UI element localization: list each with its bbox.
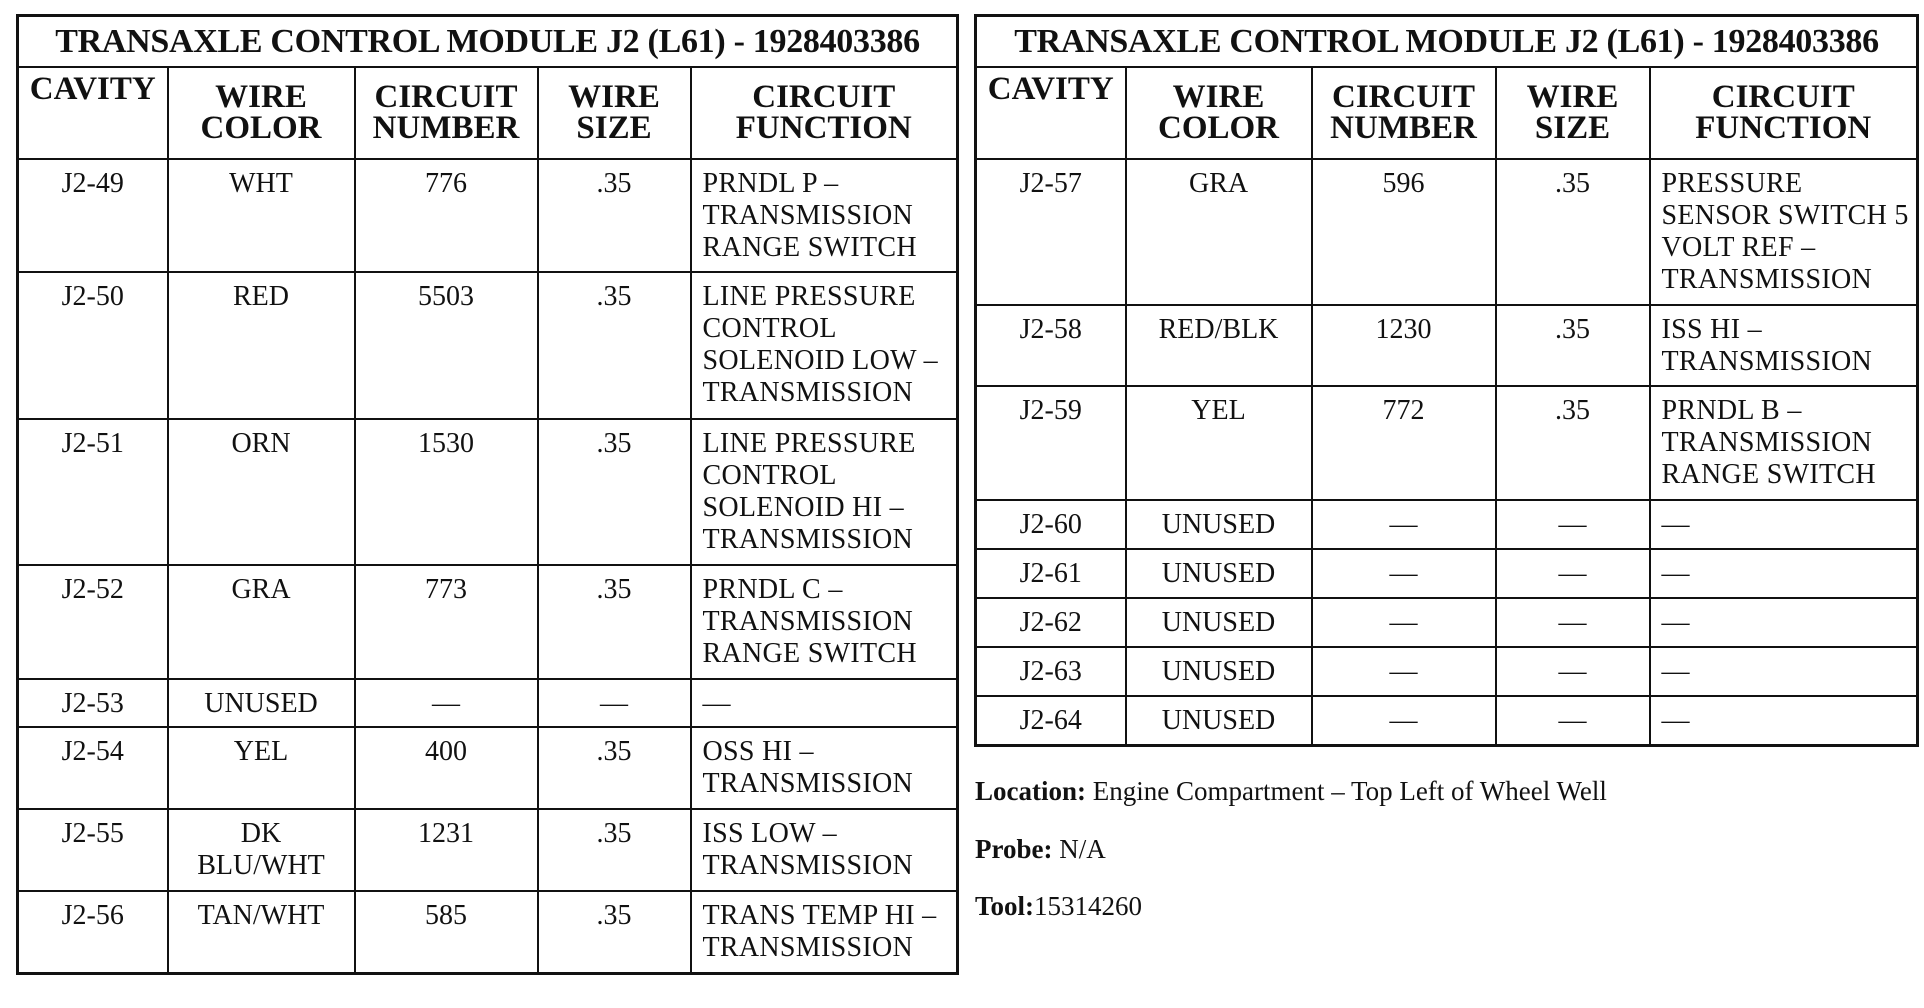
cavity-cell: J2-56 [18, 891, 168, 973]
cavity-cell: J2-61 [976, 549, 1126, 598]
wire-color-cell: UNUSED [1126, 598, 1312, 647]
table-row [976, 386, 1918, 500]
wire-size-cell: — [1496, 647, 1650, 696]
wire-color-cell: WHT [168, 159, 355, 272]
wire-color-cell: TAN/WHT [168, 891, 355, 973]
wire-size-cell: .35 [538, 419, 691, 565]
wire-size-cell: .35 [538, 159, 691, 272]
cavity-cell: J2-59 [976, 386, 1126, 500]
wire-size-cell: .35 [1496, 159, 1650, 305]
circuit-function-cell: PRNDL P – TRANSMISSION RANGE SWITCH [691, 159, 958, 272]
circuit-function-cell: — [1650, 598, 1918, 647]
table-row [976, 549, 1918, 598]
wire-color-cell: UNUSED [1126, 549, 1312, 598]
wire-size-cell: — [538, 679, 691, 727]
table-title: TRANSAXLE CONTROL MODULE J2 (L61) - 1928403386 [18, 16, 958, 68]
wire-size-cell: — [1496, 549, 1650, 598]
circuit-number-cell: — [1312, 696, 1496, 745]
header-circuit-function: CIRCUIT FUNCTION [1650, 67, 1918, 159]
header-circuit-number: CIRCUIT NUMBER [355, 67, 538, 159]
location-value: Engine Compartment – Top Left of Wheel Well [1092, 776, 1607, 806]
circuit-number-cell: — [355, 679, 538, 727]
cavity-cell: J2-55 [18, 809, 168, 891]
circuit-function-cell: LINE PRESSURE CONTROL SOLENOID HI – TRANSMISSION [691, 419, 958, 565]
circuit-function-cell: — [1650, 500, 1918, 549]
cavity-cell: J2-51 [18, 419, 168, 565]
tool-label: Tool: [975, 891, 1035, 921]
circuit-number-cell: 596 [1312, 159, 1496, 305]
table-row [18, 565, 958, 679]
header-cavity: CAVITY [18, 67, 168, 159]
cavity-cell: J2-64 [976, 696, 1126, 745]
wire-size-cell: — [1496, 696, 1650, 745]
circuit-number-cell: 772 [1312, 386, 1496, 500]
circuit-number-cell: — [1312, 500, 1496, 549]
wire-size-cell: .35 [538, 565, 691, 679]
table-row [18, 891, 958, 973]
table-row [976, 159, 1918, 305]
circuit-function-cell: LINE PRESSURE CONTROL SOLENOID LOW – TRANSMISSION [691, 272, 958, 419]
location-line [975, 776, 1607, 807]
table-title: TRANSAXLE CONTROL MODULE J2 (L61) - 1928403386 [976, 16, 1918, 68]
wire-color-cell: GRA [1126, 159, 1312, 305]
cavity-cell: J2-62 [976, 598, 1126, 647]
circuit-number-cell: 776 [355, 159, 538, 272]
cavity-cell: J2-53 [18, 679, 168, 727]
tool-value: 15314260 [1034, 891, 1143, 921]
wire-color-cell: UNUSED [1126, 500, 1312, 549]
circuit-function-cell: — [1650, 696, 1918, 745]
circuit-function-cell: — [1650, 549, 1918, 598]
wire-size-cell: — [1496, 500, 1650, 549]
header-cavity: CAVITY [976, 67, 1126, 159]
header-wire-size: WIRE SIZE [538, 67, 691, 159]
wire-color-cell: DK BLU/WHT [168, 809, 355, 891]
cavity-cell: J2-50 [18, 272, 168, 419]
probe-label: Probe: [975, 834, 1053, 864]
cavity-cell: J2-49 [18, 159, 168, 272]
circuit-function-cell: — [691, 679, 958, 727]
location-label: Location: [975, 776, 1086, 806]
circuit-number-cell: — [1312, 647, 1496, 696]
table-row [18, 809, 958, 891]
circuit-number-cell: 5503 [355, 272, 538, 419]
circuit-function-cell: PRESSURE SENSOR SWITCH 5 VOLT REF – TRANSMISSION [1650, 159, 1918, 305]
wire-size-cell: .35 [538, 272, 691, 419]
table-row [18, 159, 958, 272]
circuit-number-cell: 1231 [355, 809, 538, 891]
table-row [976, 305, 1918, 386]
wire-color-cell: GRA [168, 565, 355, 679]
circuit-function-cell: OSS HI – TRANSMISSION [691, 727, 958, 809]
wire-color-cell: UNUSED [168, 679, 355, 727]
circuit-function-cell: — [1650, 647, 1918, 696]
header-wire-size: WIRE SIZE [1496, 67, 1650, 159]
table-row [976, 500, 1918, 549]
tool-line [975, 891, 1142, 922]
circuit-number-cell: 773 [355, 565, 538, 679]
circuit-function-cell: TRANS TEMP HI – TRANSMISSION [691, 891, 958, 973]
circuit-number-cell: 400 [355, 727, 538, 809]
table-row [976, 647, 1918, 696]
probe-line [975, 834, 1106, 865]
cavity-cell: J2-52 [18, 565, 168, 679]
table-row [18, 727, 958, 809]
cavity-cell: J2-60 [976, 500, 1126, 549]
wire-size-cell: .35 [1496, 386, 1650, 500]
wire-size-cell: .35 [538, 727, 691, 809]
circuit-number-cell: 585 [355, 891, 538, 973]
wire-color-cell: YEL [168, 727, 355, 809]
wire-size-cell: — [1496, 598, 1650, 647]
circuit-function-cell: ISS HI – TRANSMISSION [1650, 305, 1918, 386]
cavity-cell: J2-58 [976, 305, 1126, 386]
circuit-number-cell: 1230 [1312, 305, 1496, 386]
header-circuit-function: CIRCUIT FUNCTION [691, 67, 958, 159]
probe-value: N/A [1059, 834, 1106, 864]
header-circuit-number: CIRCUIT NUMBER [1312, 67, 1496, 159]
wire-size-cell: .35 [538, 809, 691, 891]
table-row [18, 272, 958, 419]
header-wire-color: WIRE COLOR [1126, 67, 1312, 159]
wire-color-cell: UNUSED [1126, 647, 1312, 696]
circuit-number-cell: — [1312, 598, 1496, 647]
wire-color-cell: RED/BLK [1126, 305, 1312, 386]
wire-color-cell: ORN [168, 419, 355, 565]
circuit-number-cell: — [1312, 549, 1496, 598]
table-row [18, 679, 958, 727]
wire-size-cell: .35 [538, 891, 691, 973]
circuit-number-cell: 1530 [355, 419, 538, 565]
header-wire-color: WIRE COLOR [168, 67, 355, 159]
circuit-function-cell: PRNDL B – TRANSMISSION RANGE SWITCH [1650, 386, 1918, 500]
wire-color-cell: RED [168, 272, 355, 419]
left-connector-table [16, 14, 959, 975]
circuit-function-cell: ISS LOW – TRANSMISSION [691, 809, 958, 891]
circuit-function-cell: PRNDL C – TRANSMISSION RANGE SWITCH [691, 565, 958, 679]
table-row [976, 598, 1918, 647]
cavity-cell: J2-63 [976, 647, 1126, 696]
table-row [18, 419, 958, 565]
right-connector-table [974, 14, 1919, 747]
wire-color-cell: UNUSED [1126, 696, 1312, 745]
wire-color-cell: YEL [1126, 386, 1312, 500]
table-row [976, 696, 1918, 745]
cavity-cell: J2-57 [976, 159, 1126, 305]
wire-size-cell: .35 [1496, 305, 1650, 386]
cavity-cell: J2-54 [18, 727, 168, 809]
